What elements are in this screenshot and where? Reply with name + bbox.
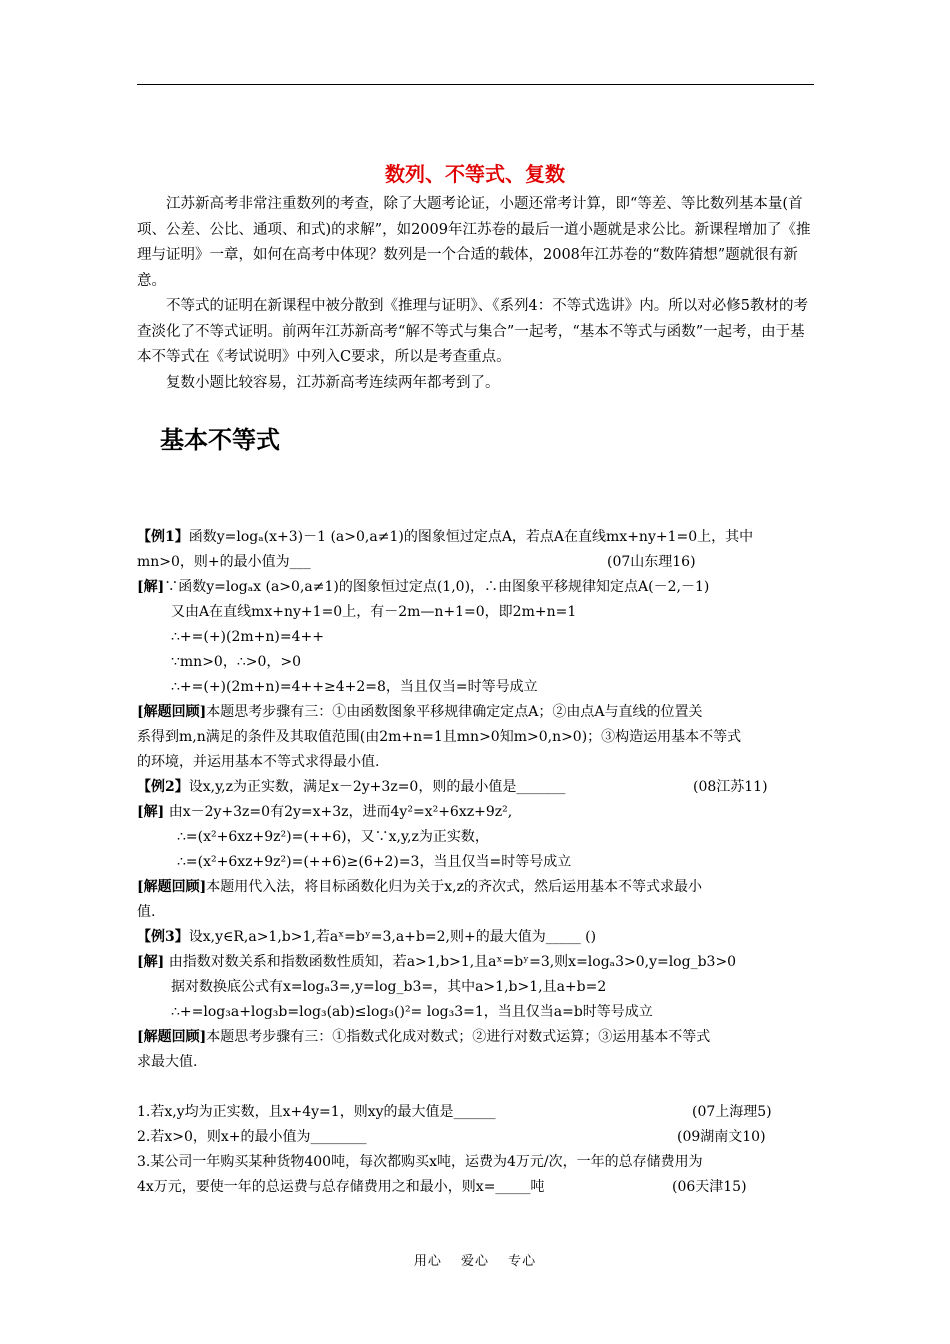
example-1-line-2: mn>0，则+的最小值为___ (07山东理16) — [137, 550, 817, 575]
example-2-source: (08江苏11) — [693, 779, 768, 795]
intro-paragraph-1: 江苏新高考非常注重数列的考查，除了大题考论证，小题还常考计算，即“等差、等比数列基本量(首项、公差、公比、通项、和式)的求解”，如2009年江苏卷的最后一道小题就是求公比。新课程增加了《推理与证明》一章，如何在高考中体现？数列是一个合适的载体，2008年江苏卷的“数阵猜想”题就很有新意。 — [137, 196, 811, 289]
example-1-line-1: 【例1】函数y=logₐ(x+3)－1 (a>0,a≠1)的图象恒过定点A，若点A在直线mx+ny+1=0上，其中 — [137, 529, 754, 545]
intro-section — [137, 192, 817, 396]
example-2-solution-line: [解] 由x－2y+3z=0有2y=x+3z，进而4y²=x²+6xz+9z², — [137, 804, 513, 820]
page-title: 数列、不等式、复数 — [385, 162, 565, 186]
example-1-solution-tag: [解] — [137, 579, 165, 595]
exercise-3-line-2: 4x万元，要使一年的总运费与总存储费用之和最小，则x=_____吨 (06天津15) — [137, 1175, 817, 1200]
example-2-review-tag: [解题回顾] — [137, 879, 207, 895]
footer-word-1: 用心 — [413, 1254, 442, 1269]
example-1-step-5: ∴+=(+)(2m+n)=4++≥4+2=8，当且仅当=时等号成立 — [171, 679, 538, 695]
example-1-review-line-2: 系得到m,n满足的条件及其取值范围(由2m+n=1且mn>0知m>0,n>0)；③构造运用基本不等式 — [137, 729, 742, 745]
example-3-review-tag: [解题回顾] — [137, 1029, 207, 1045]
example-3-step-3: ∴+=log₃a+log₃b=log₃(ab)≤log₃()²= log₃3=1，当且仅当a=b时等号成立 — [171, 1004, 653, 1020]
exercise-2-source: (09湖南文10) — [677, 1129, 766, 1145]
examples-section — [137, 525, 817, 1200]
footer-word-2: 爱心 — [460, 1254, 489, 1269]
example-1-source: (07山东理16) — [607, 554, 696, 570]
example-2-step-3: ∴=(x²+6xz+9z²)=(++6)≥(6+2)=3，当且仅当=时等号成立 — [177, 854, 572, 870]
exercise-1-source: (07上海理5) — [692, 1104, 772, 1120]
example-1-review-tag: [解题回顾] — [137, 704, 207, 720]
example-3-solution-tag: [解] — [137, 954, 165, 970]
example-2-line-1: 【例2】设x,y,z为正实数，满足x－2y+3z=0，则的最小值是_______ (08江苏11) — [137, 775, 817, 800]
example-2-review-line-1: [解题回顾]本题用代入法，将目标函数化归为关于x,z的齐次式，然后运用基本不等式求最小 — [137, 879, 702, 895]
example-3-line-1: 【例3】设x,y∈R,a>1,b>1,若aˣ=bʸ=3,a+b=2,则+的最大值为_____ () — [137, 929, 597, 945]
exercise-3-source: (06天津15) — [672, 1179, 747, 1195]
example-3-review-line-1: [解题回顾]本题思考步骤有三：①指数式化成对数式；②进行对数式运算；③运用基本不等式 — [137, 1029, 711, 1045]
exercise-1: 1.若x,y均为正实数，且x+4y=1，则xy的最大值是______ (07上海理5) — [137, 1100, 817, 1125]
example-2-solution-tag: [解] — [137, 804, 165, 820]
example-3-step-2: 据对数换底公式有x=logₐ3=,y=log_b3=，其中a>1,b>1,且a+b=2 — [171, 979, 607, 995]
intro-paragraph-3: 复数小题比较容易，江苏新高考连续两年都考到了。 — [166, 374, 500, 391]
example-1-solution-line: [解]∵函数y=logₐx (a>0,a≠1)的图象恒过定点(1,0)，∴由图象平移规律知定点A(－2,－1) — [137, 579, 710, 595]
exercise-3-line-1: 3.某公司一年购买某种货物400吨，每次都购买x吨，运费为4万元/次，一年的总存储费用为 — [137, 1154, 703, 1170]
header-rule — [137, 84, 814, 85]
example-2-review-line-2: 值. — [137, 904, 156, 920]
example-1-step-2: 又由A在直线mx+ny+1=0上，有－2m—n+1=0，即2m+n=1 — [171, 604, 577, 620]
example-1-step-3: ∴+=(+)(2m+n)=4++ — [171, 629, 324, 645]
example-1-review-line-1: [解题回顾]本题思考步骤有三：①由函数图象平移规律确定定点A；②由点A与直线的位置关 — [137, 704, 703, 720]
example-1-tag: 【例1】 — [137, 529, 189, 545]
exercise-2: 2.若x>0，则x+的最小值为________ (09湖南文10) — [137, 1125, 817, 1150]
footer-word-3: 专心 — [508, 1254, 537, 1269]
example-1-step-4: ∵mn>0，∴>0，>0 — [171, 654, 302, 670]
example-3-solution-line: [解] 由指数对数关系和指数函数性质知，若a>1,b>1,且aˣ=bʸ=3,则x=logₐ3>0,y=log_b3>0 — [137, 954, 737, 970]
page-footer — [0, 1250, 950, 1269]
section-heading: 基本不等式 — [160, 426, 280, 454]
intro-paragraph-2: 不等式的证明在新课程中被分散到《推理与证明》、《系列4：不等式选讲》内。所以对必修5教材的考查淡化了不等式证明。前两年江苏新高考“解不等式与集合”一起考，“基本不等式与函数”一起考，由于基本不等式在《考试说明》中列入C要求，所以是考查重点。 — [137, 298, 808, 365]
example-2-tag: 【例2】 — [137, 779, 189, 795]
example-1-review-line-3: 的环境，并运用基本不等式求得最小值. — [137, 754, 380, 770]
example-3-tag: 【例3】 — [137, 929, 189, 945]
example-3-review-line-2: 求最大值. — [137, 1054, 198, 1070]
example-2-step-2: ∴=(x²+6xz+9z²)=(++6)，又∵x,y,z为正实数， — [177, 829, 489, 845]
